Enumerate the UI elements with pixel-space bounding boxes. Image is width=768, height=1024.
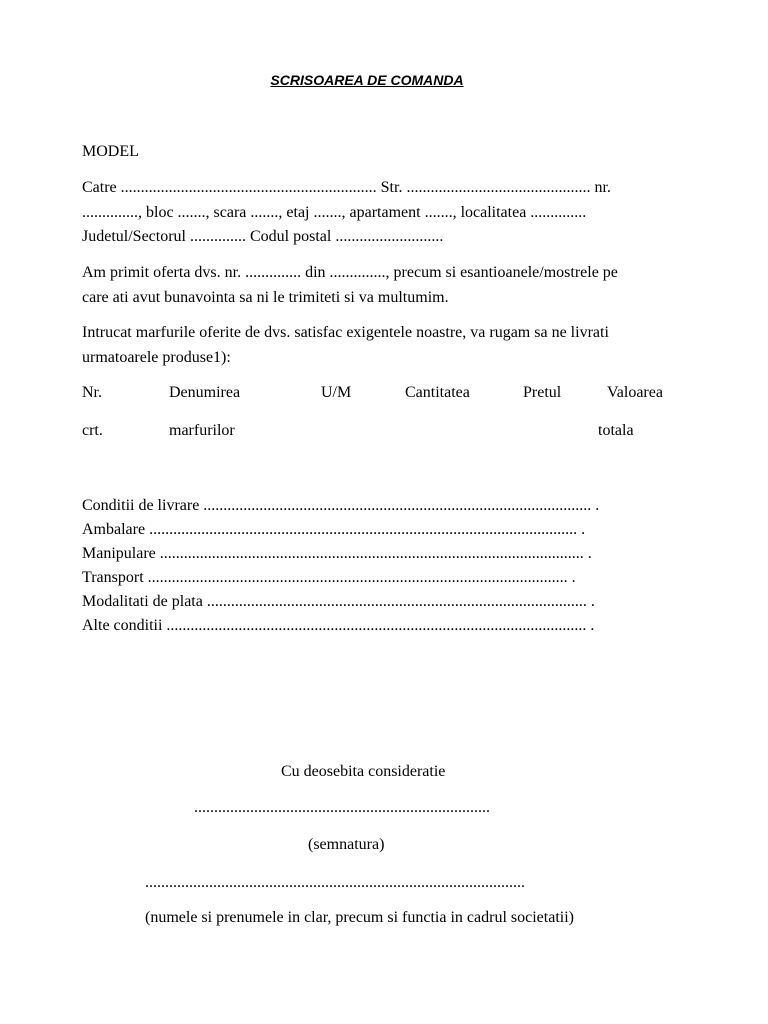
condition-transport: Transport ......................................................................................................... . (82, 569, 576, 586)
offer-line: care ati avut bunavointa sa ni le trimiteti si va multumim. (82, 288, 449, 306)
closing-text: Cu deosebita consideratie (281, 763, 446, 780)
offer-paragraph (82, 261, 702, 310)
table-header-cantitatea: Cantitatea (405, 384, 470, 401)
address-line: .............., bloc ......., scara ......., etaj ......., apartament ......., localitatea .............. (82, 203, 587, 221)
table-header-pretul: Pretul (523, 384, 562, 401)
request-paragraph (82, 321, 702, 370)
name-label: (numele si prenumele in clar, precum si functia in cadrul societatii) (145, 909, 574, 926)
table-header-crt: crt. (82, 422, 103, 439)
table-header-marfurilor: marfurilor (169, 422, 235, 439)
name-line: ............................................................................................... (145, 874, 525, 891)
document-title: SCRISOAREA DE COMANDA (270, 72, 464, 88)
signature-line: .......................................................................... (194, 799, 490, 816)
model-label: MODEL (82, 143, 139, 160)
address-block (82, 176, 702, 250)
table-header-totala: totala (598, 422, 634, 439)
address-line: Judetul/Sectorul .............. Codul postal ........................... (82, 228, 444, 245)
signature-label: (semnatura) (308, 836, 385, 853)
condition-delivery: Conditii de livrare ................................................................................................. . (82, 497, 600, 514)
request-line: Intrucat marfurile oferite de dvs. satisfac exigentele noastre, va rugam sa ne livrati (82, 324, 609, 341)
condition-payment: Modalitati de plata ............................................................................................... . (82, 593, 595, 610)
table-header-um: U/M (321, 384, 352, 401)
request-line: urmatoarele produse1): (82, 348, 231, 366)
condition-packaging: Ambalare ........................................................................................................... . (82, 521, 586, 538)
condition-other: Alte conditii ......................................................................................................... . (82, 617, 595, 634)
table-header-nr: Nr. (82, 384, 102, 401)
address-line: Catre ................................................................ Str. .............................................. nr. (82, 179, 611, 196)
table-header-denumirea: Denumirea (169, 384, 241, 401)
conditions-list (82, 494, 599, 638)
table-header-valoarea: Valoarea (607, 384, 663, 401)
offer-line: Am primit oferta dvs. nr. .............. din .............., precum si esantioanele/mostrele pe (82, 264, 618, 281)
condition-handling: Manipulare .......................................................................................................... . (82, 545, 592, 562)
